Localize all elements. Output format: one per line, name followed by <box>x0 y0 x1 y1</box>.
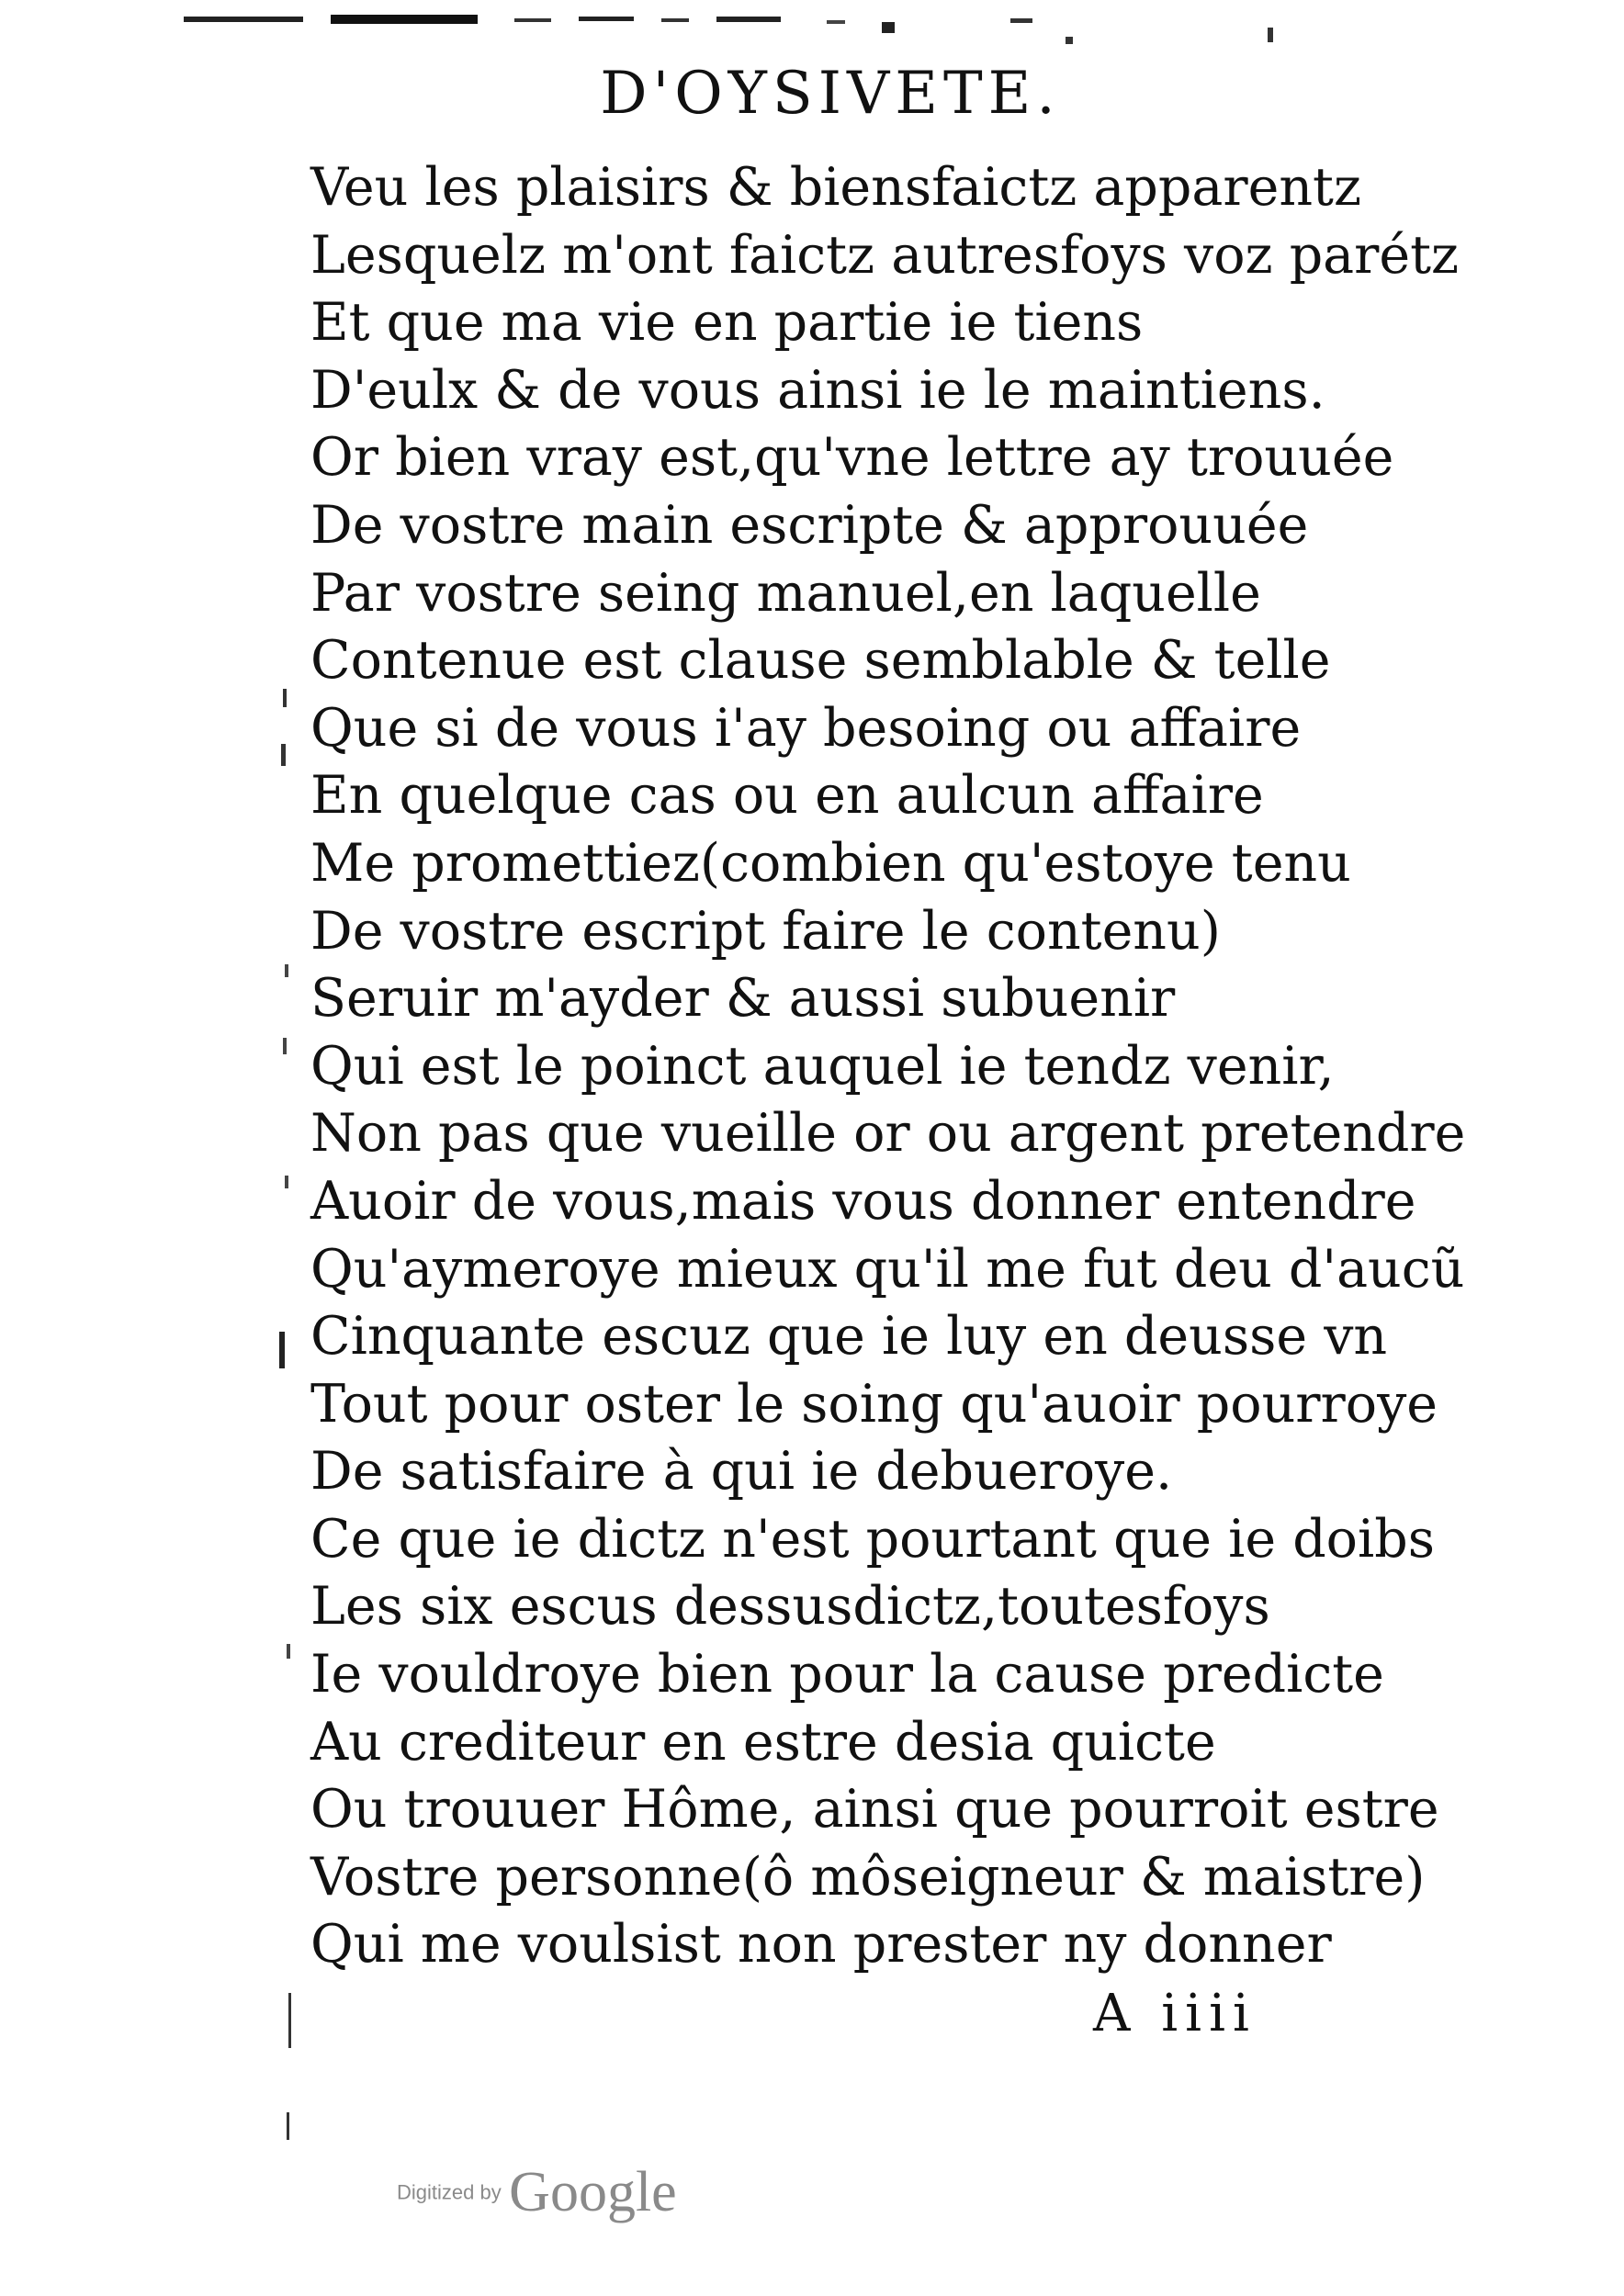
verse-line: Non pas que vueille or ou argent pretendre <box>310 1103 1466 1165</box>
verse-line: Contenue est clause semblable & telle <box>310 630 1331 692</box>
verse-line: En quelque cas ou en aulcun affaire <box>310 765 1264 827</box>
verse-line: Par vostre seing manuel,en laquelle <box>310 562 1261 624</box>
watermark-prefix: Digitized by <box>397 2180 502 2204</box>
left-margin-ink-marks <box>266 689 303 2250</box>
digitized-watermark <box>397 2160 677 2225</box>
verse-line: De satisfaire à qui ie debueroye. <box>310 1441 1173 1503</box>
verse-line: D'eulx & de vous ainsi ie le maintiens. <box>310 359 1325 421</box>
verse-line: Tout pour oster le soing qu'auoir pourroye <box>310 1373 1438 1435</box>
verse-line: Lesquelz m'ont faictz autresfoys voz parétz <box>310 224 1460 286</box>
watermark-brand: Google <box>509 2161 677 2223</box>
verse-line: Et que ma vie en partie ie tiens <box>310 292 1144 354</box>
verse-text <box>310 154 1465 1979</box>
verse-line: Auoir de vous,mais vous donner entendre <box>310 1170 1416 1232</box>
verse-line: Seruir m'ayder & aussi subuenir <box>310 968 1176 1030</box>
verse-line: Ou trouuer Hôme, ainsi que pourroit estre <box>310 1779 1439 1840</box>
top-edge-ink-marks <box>184 9 1286 46</box>
running-title: D'OYSIVETE. <box>600 60 1061 128</box>
verse-line: De vostre escript faire le contenu) <box>310 900 1221 962</box>
verse-line: Veu les plaisirs & biensfaictz apparentz <box>310 157 1361 218</box>
verse-line: Qui est le poinct auquel ie tendz venir, <box>310 1035 1335 1097</box>
signature-mark: A iiii <box>1093 1984 1257 2043</box>
verse-line: Ce que ie dictz n'est pourtant que ie doibs <box>310 1508 1435 1570</box>
verse-line: Qui me voulsist non prester ny donner <box>310 1914 1332 1975</box>
verse-line: Au crediteur en estre desia quicte <box>310 1711 1216 1773</box>
verse-line: De vostre main escripte & approuuée <box>310 494 1309 556</box>
verse-line: Vostre personne(ô môseigneur & maistre) <box>310 1846 1426 1908</box>
verse-line: Ie vouldroye bien pour la cause predicte <box>310 1644 1384 1705</box>
verse-line: Qu'aymeroye mieux qu'il me fut deu d'aucũ <box>310 1238 1465 1300</box>
verse-line: Que si de vous i'ay besoing ou affaire <box>310 697 1302 759</box>
verse-line: Or bien vray est,qu'vne lettre ay trouuée <box>310 427 1394 489</box>
verse-line: Les six escus dessusdictz,toutesfoys <box>310 1576 1270 1638</box>
verse-line: Cinquante escuz que ie luy en deusse vn <box>310 1306 1388 1367</box>
verse-line: Me promettiez(combien qu'estoye tenu <box>310 832 1351 894</box>
